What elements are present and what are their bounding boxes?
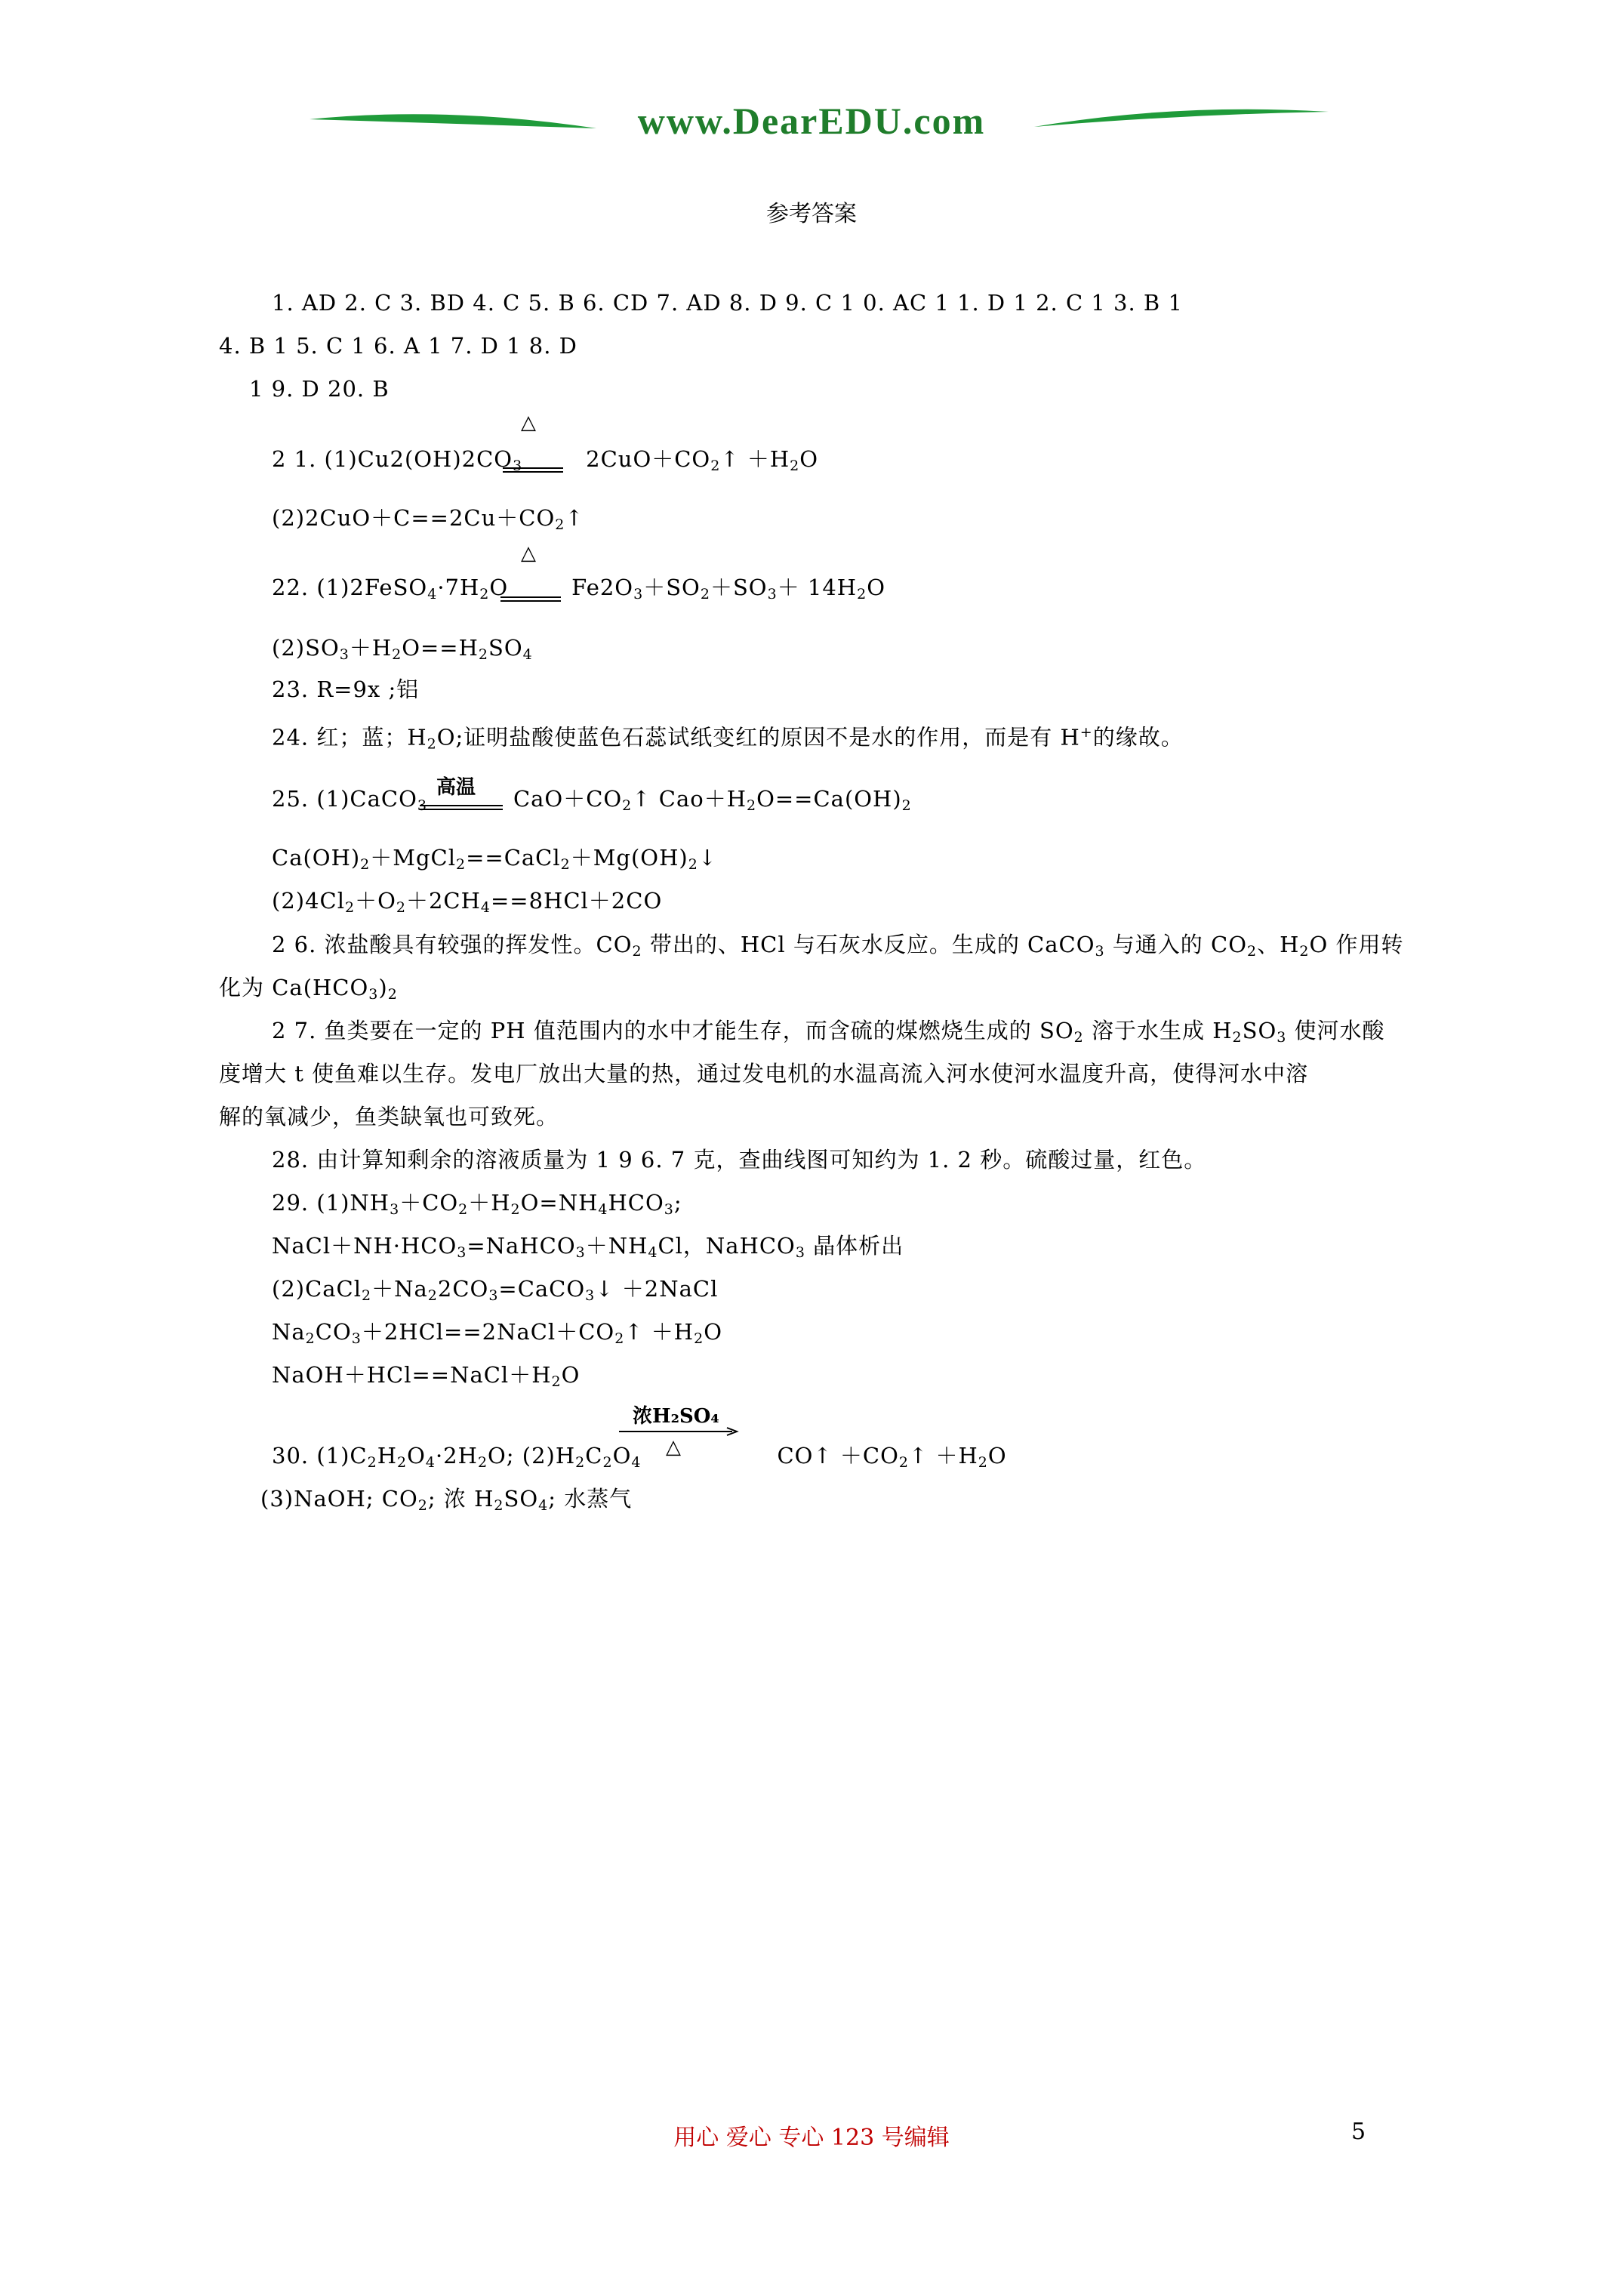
answer-30-line-2: (3)NaOH; $CO_2$; 浓 $H_2SO_4$; 水蒸气 (260, 1486, 633, 1514)
answers-line-1: 1. AD 2. C 3. BD 4. C 5. B 6. CD 7. AD 8. D 9. C 1 0. AC 1 1. D 1 2. C 1 3. B 1 (272, 290, 1183, 316)
page-title: 参考答案 (766, 201, 857, 227)
reaction-arrow (619, 1426, 740, 1437)
answer-29-line-5: $NaOH+HCl==NaCl+H_2O$ (272, 1362, 581, 1390)
answer-29-line-3: $(2)CaCl_2+Na_22CO_3=CaCO_3↓$ ＋2NaCl (272, 1276, 719, 1304)
heat-symbol: △ (521, 411, 536, 434)
answer-29-line-4: $Na_2CO_3+2HCl==2NaCl+CO_2↑ +H_2O$ (272, 1319, 722, 1347)
answer-27-line-1: 2 7. 鱼类要在一定的 PH 值范围内的水中才能生存，而含硫的煤燃烧生成的 $SO_2$ 溶于水生成 $H_2SO_3$ 使河水酸 (272, 1018, 1385, 1046)
answer-25-line-2: $Ca(OH)_2+MgCl_2==CaCl_2+Mg(OH)_2↓$ (272, 845, 718, 873)
answer-22-line-1: 22. $(1)2FeSO_4\cdot 7H_2O$ $Fe2O_3+SO_2+SO_3+ 14H_2O$ (272, 575, 885, 603)
answer-26-line-2: 化为 $Ca(HCO_3)_2$ (219, 975, 398, 1003)
answer-30-line-1: 30. $(1)C_2H_2O_4\cdot 2H_2O$; $(2)H_2C_2O_4$ CO↑ $+CO_2↑ +H_2O$ (272, 1443, 1007, 1471)
answer-25-line-3: $(2)4Cl_2+O_2+2CH_4==8HCl+2CO$ (272, 888, 663, 916)
answer-21-line-2: $(2)2CuO+C==2Cu+CO_2↑$ (272, 505, 584, 533)
header-logo-text: www.DearEDU.com (637, 100, 986, 142)
answer-23: 23. R=9x ;铝 (272, 676, 420, 702)
answers-line-3: 1 9. D 20. B (249, 376, 390, 402)
answer-27-line-3: 解的氧减少，鱼类缺氧也可致死。 (219, 1104, 559, 1130)
heat-symbol: △ (666, 1436, 681, 1459)
answer-26-line-1: 2 6. 浓盐酸具有较强的挥发性。$CO_2$ 带出的、HCl 与石灰水反应。生成的 CaCO$_3$ 与通入的 $CO_2$、$H_2O$ 作用转 (272, 932, 1404, 960)
answer-28: 28. 由计算知剩余的溶液质量为 1 9 6. 7 克，查曲线图可知约为 1. 2 秒。硫酸过量，红色。 (272, 1147, 1207, 1173)
heat-symbol: △ (521, 542, 536, 565)
answer-22-line-2: $(2)SO_3+H_2O==H_2SO_4$ (272, 635, 533, 663)
answer-27-line-2: 度增大 t 使鱼难以生存。发电厂放出大量的热，通过发电机的水温高流入河水使河水温度升高，使得河水中溶 (219, 1061, 1309, 1086)
answer-25-line-1: 25. (1)CaCO$_3$ $CaO+CO_2↑$ $Cao+H_2O==Ca(OH)_2$ (272, 786, 912, 814)
answer-21-line-1: 2 1. $(1)Cu2(OH)2CO_3$ $2CuO+CO_2↑ +H_2O$ (272, 446, 818, 474)
answers-line-2: 4. B 1 5. C 1 6. A 1 7. D 1 8. D (219, 333, 577, 359)
conc-h2so4-label: 浓H₂SO₄ (633, 1405, 719, 1428)
high-temp-label: 高温 (436, 776, 476, 799)
footer-text: 用心 爱心 专心 123 号编辑 (673, 2125, 950, 2151)
answer-29-line-2: $NaCl+NH\cdot HCO_3=NaHCO_3+NH_4Cl$，NaHCO$_3$ 晶体析出 (272, 1233, 904, 1261)
answer-29-line-1: 29. $(1)NH_3+CO_2+H_2O=NH_4HCO_3$; (272, 1190, 682, 1218)
answer-24: 24. 红；蓝；$H_2O$;证明盐酸使蓝色石蕊试纸变红的原因不是水的作用，而是有 H+的缘故。 (272, 724, 1184, 753)
page-number: 5 (1351, 2119, 1366, 2145)
